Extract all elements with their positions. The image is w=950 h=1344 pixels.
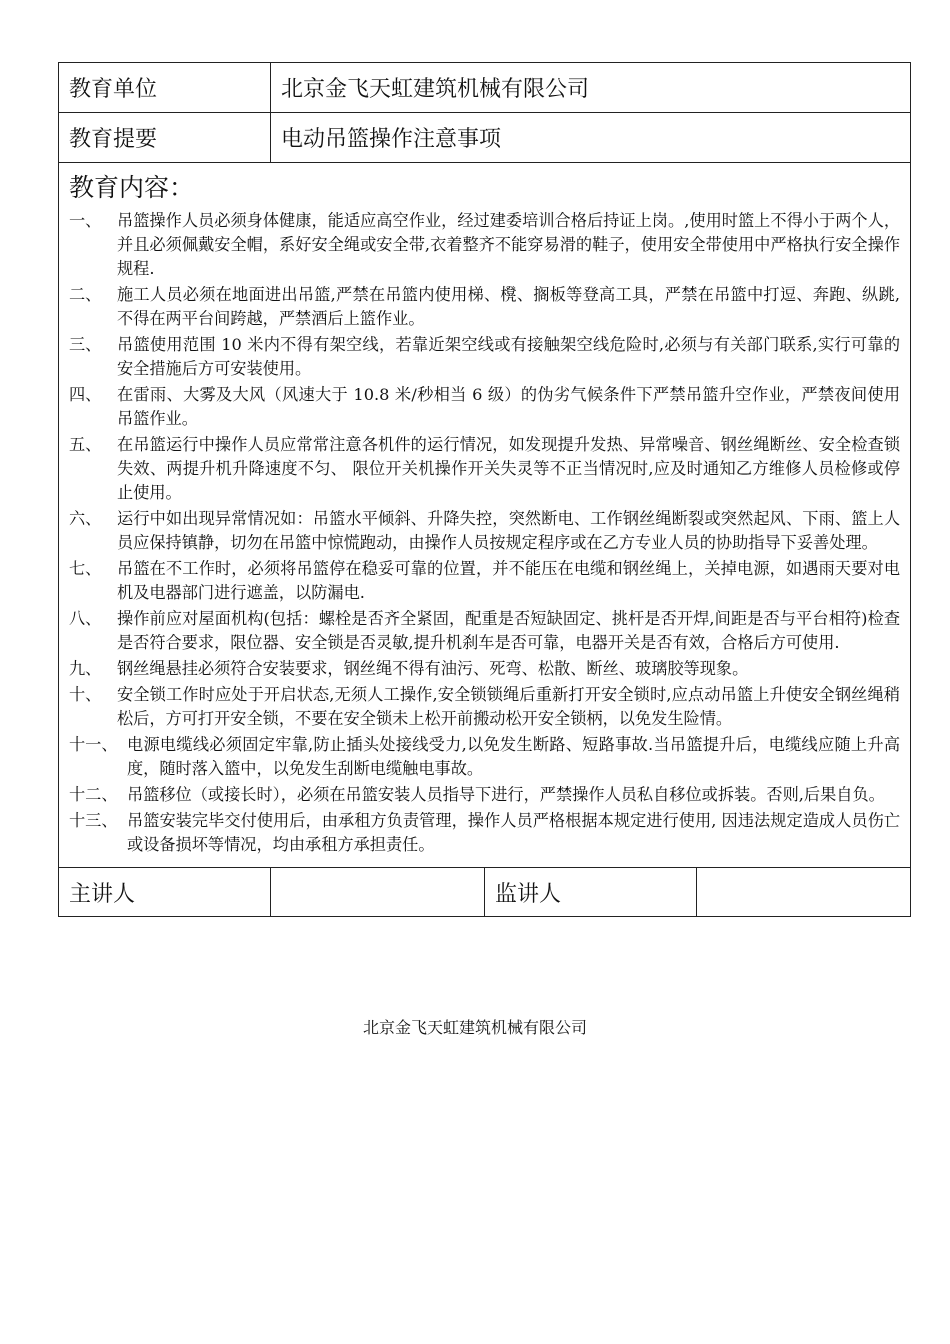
item-number: 八、 [69,609,102,628]
item-text: 操作前应对屋面机构(包括：螺栓是否齐全紧固，配重是否短缺固定、挑杆是否开焊,间距是否与平台相符)检查是否符合要求，限位器、安全锁是否灵敏,提升机刹车是否可靠，电器开关是否有效，合格后方可使用. [117,609,901,652]
item-number: 十三、 [69,811,118,830]
item-text: 运行中如出现异常情况如：吊篮水平倾斜、升降失控，突然断电、工作钢丝绳断裂或突然起风、下雨、篮上人员应保持镇静，切勿在吊篮中惊慌跑动，由操作人员按规定程序或在乙方专业人员的协助指导下妥善处理。 [117,509,901,552]
rules-list [69,209,900,857]
content-cell [59,163,911,868]
item-text: 安全锁工作时应处于开启状态,无须人工操作,安全锁锁绳后重新打开安全锁时,应点动吊篮上升使安全钢丝绳稍松后，方可打开安全锁，不要在安全锁未上松开前搬动松开安全锁柄，以免发生险情。 [117,685,901,728]
unit-label: 教育单位 [59,63,271,113]
item-number: 三、 [69,335,102,354]
lecturer-label: 主讲人 [59,868,271,917]
supervisor-field[interactable] [697,868,911,917]
item-number: 六、 [69,509,102,528]
item-number: 十一、 [69,735,118,754]
summary-row [59,113,911,163]
item-text: 吊篮使用范围 10 米内不得有架空线，若靠近架空线或有接触架空线危险时,必须与有关部门联系,实行可靠的安全措施后方可安装使用。 [117,335,901,378]
footer-company-name: 北京金飞天虹建筑机械有限公司 [362,1018,587,1037]
list-item [69,557,900,605]
content-title: 教育内容： [69,173,195,202]
item-number: 一、 [69,211,102,230]
content-row [59,163,911,868]
summary-value: 电动吊篮操作注意事项 [271,113,911,163]
list-item [69,333,900,381]
list-item [69,507,900,555]
list-item [69,809,900,857]
item-text: 钢丝绳悬挂必须符合安装要求，钢丝绳不得有油污、死弯、松散、断丝、玻璃胶等现象。 [117,659,749,678]
item-number: 十二、 [69,785,118,804]
list-item [69,607,900,655]
supervisor-label: 监讲人 [485,868,697,917]
list-item [69,383,900,431]
signature-row [59,868,911,917]
item-number: 九、 [69,659,102,678]
item-text: 吊篮移位（或接长时），必须在吊篮安装人员指导下进行，严禁操作人员私自移位或拆装。否则,后果自负。 [127,785,885,804]
item-text: 施工人员必须在地面进出吊篮,严禁在吊篮内使用梯、櫈、搁板等登高工具，严禁在吊篮中打逗、奔跑、纵跳,不得在两平台间跨越，严禁酒后上篮作业。 [117,285,901,328]
summary-label: 教育提要 [59,113,271,163]
list-item [69,657,900,681]
education-form [58,62,910,917]
list-item [69,733,900,781]
item-number: 四、 [69,385,102,404]
item-number: 二、 [69,285,102,304]
list-item [69,209,900,281]
lecturer-field[interactable] [271,868,485,917]
item-text: 电源电缆线必须固定牢靠,防止插头处接线受力,以免发生断路、短路事故.当吊篮提升后，电缆线应随上升高度，随时落入篮中，以免发生刮断电缆触电事故。 [127,735,901,778]
unit-value: 北京金飞天虹建筑机械有限公司 [271,63,911,113]
item-number: 十、 [69,685,102,704]
item-text: 吊篮在不工作时，必须将吊篮停在稳妥可靠的位置，并不能压在电缆和钢丝绳上，关掉电源，如遇雨天要对电机及电器部门进行遮盖，以防漏电. [117,559,901,602]
item-text: 吊篮操作人员必须身体健康，能适应高空作业，经过建委培训合格后持证上岗。,使用时篮上不得小于两个人，并且必须佩戴安全帽，系好安全绳或安全带,衣着整齐不能穿易滑的鞋子，使用安全带使用中严格执行安全操作规程. [117,211,901,278]
unit-row [59,63,911,113]
item-text: 在吊篮运行中操作人员应常常注意各机件的运行情况，如发现提升发热、异常噪音、钢丝绳断丝、安全检查锁失效、两提升机升降速度不匀、 限位开关机操作开关失灵等不正当情况时,应及时通知乙方维修人员检修或停止使用。 [117,435,901,502]
item-text: 吊篮安装完毕交付使用后，由承租方负责管理，操作人员严格根据本规定进行使用, 因违法规定造成人员伤亡或设备损坏等情况，均由承租方承担责任。 [127,811,901,854]
item-number: 五、 [69,435,102,454]
list-item [69,433,900,505]
item-text: 在雷雨、大雾及大风（风速大于 10.8 米/秒相当 6 级）的伪劣气候条件下严禁吊篮升空作业，严禁夜间使用吊篮作业。 [117,385,901,428]
education-table [58,62,911,917]
list-item [69,783,900,807]
list-item [69,283,900,331]
item-number: 七、 [69,559,102,578]
list-item [69,683,900,731]
